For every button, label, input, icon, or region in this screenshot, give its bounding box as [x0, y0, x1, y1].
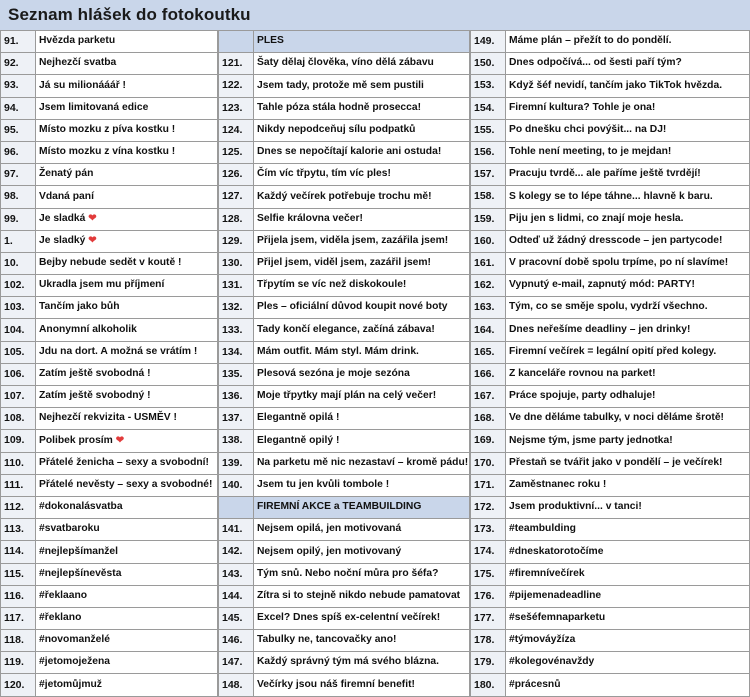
- row-number: 174.: [471, 541, 506, 563]
- row-text: Tohle není meeting, to je mejdan!: [506, 141, 750, 163]
- row-number: 126.: [219, 164, 254, 186]
- table-row: [1, 652, 218, 674]
- row-text: Dnes se nepočítají kalorie ani ostuda!: [254, 141, 470, 163]
- row-text: Každý správný tým má svého blázna.: [254, 652, 470, 674]
- table-row: [471, 607, 750, 629]
- table-row: [219, 474, 470, 496]
- row-number: 117.: [1, 607, 36, 629]
- table-row: [1, 341, 218, 363]
- row-number: 98.: [1, 186, 36, 208]
- row-number: 137.: [219, 408, 254, 430]
- row-text: Z kanceláře rovnou na parket!: [506, 363, 750, 385]
- table-row: [1, 452, 218, 474]
- row-number: 157.: [471, 164, 506, 186]
- table-right: [470, 30, 750, 697]
- table-row: [471, 75, 750, 97]
- row-text: Práce spojuje, party odhaluje!: [506, 386, 750, 408]
- table-row: [471, 452, 750, 474]
- row-number: 160.: [471, 230, 506, 252]
- row-text: Ples – oficiální důvod koupit nové boty: [254, 297, 470, 319]
- table-row: [471, 386, 750, 408]
- row-text: Tabulky ne, tancovačky ano!: [254, 630, 470, 652]
- row-number: 171.: [471, 474, 506, 496]
- table-row: [471, 541, 750, 563]
- row-number: 103.: [1, 297, 36, 319]
- table-row: [471, 97, 750, 119]
- row-text: #novomanželé: [36, 630, 218, 652]
- table-row: [471, 208, 750, 230]
- row-text: Zatím ještě svobodná !: [36, 363, 218, 385]
- table-row: [219, 252, 470, 274]
- table-row: [1, 275, 218, 297]
- row-number: 177.: [471, 607, 506, 629]
- row-text: #sešéfemnaparketu: [506, 607, 750, 629]
- table-left: [0, 30, 218, 697]
- row-number: 179.: [471, 652, 506, 674]
- row-text: Ukradla jsem mu příjmení: [36, 275, 218, 297]
- row-text: #teambulding: [506, 519, 750, 541]
- row-text: Odteď už žádný dresscode – jen partycode!: [506, 230, 750, 252]
- row-number: 159.: [471, 208, 506, 230]
- row-number: 118.: [1, 630, 36, 652]
- row-text: Mám outfit. Mám styl. Mám drink.: [254, 341, 470, 363]
- table-row: [1, 141, 218, 163]
- table-row: [1, 97, 218, 119]
- table-row: [1, 186, 218, 208]
- heart-icon: ❤: [88, 234, 97, 246]
- row-text: Piju jen s lidmi, co znají moje hesla.: [506, 208, 750, 230]
- row-text: Pracuju tvrdě... ale paříme ještě tvrdějí!: [506, 164, 750, 186]
- row-number: 134.: [219, 341, 254, 363]
- row-number: 109.: [1, 430, 36, 452]
- row-number: 164.: [471, 319, 506, 341]
- row-text: Místo mozku z píva kostku !: [36, 119, 218, 141]
- row-text: Na parketu mě nic nezastaví – kromě pádu!: [254, 452, 470, 474]
- row-text: #řeklaano: [36, 585, 218, 607]
- row-text: Elegantně opilá !: [254, 408, 470, 430]
- table-row: [471, 341, 750, 363]
- row-text: Po dnešku chci povýšit... na DJ!: [506, 119, 750, 141]
- row-text: #dneskatorotočíme: [506, 541, 750, 563]
- row-text: #prácesnů: [506, 674, 750, 696]
- row-number: 142.: [219, 541, 254, 563]
- table-row: [219, 53, 470, 75]
- row-number: 129.: [219, 230, 254, 252]
- table-row: [471, 31, 750, 53]
- table-row: [1, 563, 218, 585]
- row-text: #řeklano: [36, 607, 218, 629]
- table-row: [471, 474, 750, 496]
- row-text: Každý večírek potřebuje trochu mě!: [254, 186, 470, 208]
- row-number: 130.: [219, 252, 254, 274]
- row-text: Jdu na dort. A možná se vrátím !: [36, 341, 218, 363]
- table-row: [219, 519, 470, 541]
- columns-container: [0, 30, 750, 691]
- heart-icon: ❤: [115, 434, 125, 446]
- table-row: [471, 630, 750, 652]
- row-text: #svatbaroku: [36, 519, 218, 541]
- row-number: 139.: [219, 452, 254, 474]
- row-text: Selfie královna večer!: [254, 208, 470, 230]
- table-row: [471, 563, 750, 585]
- row-number: [219, 31, 254, 53]
- table-row: [219, 607, 470, 629]
- row-number: 97.: [1, 164, 36, 186]
- row-text: Přijel jsem, viděl jsem, zazářil jsem!: [254, 252, 470, 274]
- row-text: Večírky jsou náš firemní benefit!: [254, 674, 470, 696]
- row-number: 146.: [219, 630, 254, 652]
- table-row: [471, 275, 750, 297]
- row-number: 165.: [471, 341, 506, 363]
- row-number: 154.: [471, 97, 506, 119]
- row-text: Jsem tu jen kvůli tombole !: [254, 474, 470, 496]
- row-number: 132.: [219, 297, 254, 319]
- table-row: [1, 541, 218, 563]
- row-text: Třpytím se víc než diskokoule!: [254, 275, 470, 297]
- row-number: 158.: [471, 186, 506, 208]
- table-row: [1, 119, 218, 141]
- row-number: 175.: [471, 563, 506, 585]
- section-header-row: [219, 496, 470, 518]
- row-number: 10.: [1, 252, 36, 274]
- table-row: [471, 408, 750, 430]
- row-number: 124.: [219, 119, 254, 141]
- table-row: [219, 630, 470, 652]
- table-row: [219, 363, 470, 385]
- table-row: [1, 630, 218, 652]
- table-row: [219, 186, 470, 208]
- table-row: [219, 674, 470, 696]
- row-text: Já su milionááář !: [36, 75, 218, 97]
- row-number: 178.: [471, 630, 506, 652]
- table-row: [219, 75, 470, 97]
- page-title: Seznam hlášek do fotokoutku: [8, 5, 251, 24]
- table-row: [1, 408, 218, 430]
- row-text: Bejby nebude sedět v koutě !: [36, 252, 218, 274]
- row-text: Místo mozku z vína kostku !: [36, 141, 218, 163]
- row-text: Tančím jako bůh: [36, 297, 218, 319]
- row-number: 172.: [471, 496, 506, 518]
- row-number: 166.: [471, 363, 506, 385]
- row-number: 121.: [219, 53, 254, 75]
- row-number: 125.: [219, 141, 254, 163]
- row-text: Polibek prosím ❤: [36, 430, 218, 452]
- row-number: 161.: [471, 252, 506, 274]
- table-row: [1, 474, 218, 496]
- row-number: 112.: [1, 496, 36, 518]
- column-left: [0, 30, 218, 691]
- row-number: 114.: [1, 541, 36, 563]
- row-number: 1.: [1, 230, 36, 252]
- row-number: 96.: [1, 141, 36, 163]
- table-row: [471, 53, 750, 75]
- row-text: Anonymní alkoholik: [36, 319, 218, 341]
- row-text: Máme plán – přežít to do pondělí.: [506, 31, 750, 53]
- column-right: [470, 30, 750, 691]
- table-row: [1, 386, 218, 408]
- table-row: [219, 452, 470, 474]
- row-number: 176.: [471, 585, 506, 607]
- row-text: Nejsme tým, jsme party jednotka!: [506, 430, 750, 452]
- row-number: 123.: [219, 97, 254, 119]
- table-row: [1, 519, 218, 541]
- row-number: 136.: [219, 386, 254, 408]
- row-text: Dnes neřešíme deadliny – jen drinky!: [506, 319, 750, 341]
- row-number: 167.: [471, 386, 506, 408]
- row-number: 150.: [471, 53, 506, 75]
- table-row: [219, 119, 470, 141]
- heart-icon: ❤: [88, 212, 97, 224]
- table-row: [1, 297, 218, 319]
- row-number: [219, 496, 254, 518]
- row-number: 169.: [471, 430, 506, 452]
- row-number: 135.: [219, 363, 254, 385]
- table-row: [471, 252, 750, 274]
- row-text: Přijela jsem, viděla jsem, zazářila jsem!: [254, 230, 470, 252]
- row-number: 147.: [219, 652, 254, 674]
- row-text: Nikdy nepodceňuj sílu podpatků: [254, 119, 470, 141]
- row-text: Když šéf nevidí, tančím jako TikTok hvězda.: [506, 75, 750, 97]
- table-row: [1, 230, 218, 252]
- row-text: #jetomoježena: [36, 652, 218, 674]
- row-number: 107.: [1, 386, 36, 408]
- row-number: 170.: [471, 452, 506, 474]
- row-number: 127.: [219, 186, 254, 208]
- row-text: #kolegovénavždy: [506, 652, 750, 674]
- table-row: [1, 496, 218, 518]
- table-row: [219, 275, 470, 297]
- row-number: 140.: [219, 474, 254, 496]
- table-row: [1, 53, 218, 75]
- row-number: 106.: [1, 363, 36, 385]
- table-row: [471, 674, 750, 696]
- row-number: 104.: [1, 319, 36, 341]
- table-row: [471, 164, 750, 186]
- row-number: 133.: [219, 319, 254, 341]
- row-number: 92.: [1, 53, 36, 75]
- row-number: 163.: [471, 297, 506, 319]
- row-number: 95.: [1, 119, 36, 141]
- table-row: [219, 341, 470, 363]
- row-number: 148.: [219, 674, 254, 696]
- row-text: Vdaná paní: [36, 186, 218, 208]
- row-text: Zítra si to stejně nikdo nebude pamatovat: [254, 585, 470, 607]
- row-text: Šaty dělaj člověka, víno dělá zábavu: [254, 53, 470, 75]
- row-number: 122.: [219, 75, 254, 97]
- table-row: [219, 208, 470, 230]
- table-row: [219, 141, 470, 163]
- row-text: Jsem tady, protože mě sem pustili: [254, 75, 470, 97]
- row-number: 113.: [1, 519, 36, 541]
- row-text: Firemní večírek = legální opití před kolegy.: [506, 341, 750, 363]
- row-text: #firemnívečírek: [506, 563, 750, 585]
- row-number: 143.: [219, 563, 254, 585]
- row-text: Jsem limitovaná edice: [36, 97, 218, 119]
- row-text: Tahle póza stála hodně prosecca!: [254, 97, 470, 119]
- row-text: Je sladká ❤: [36, 208, 218, 230]
- table-row: [219, 430, 470, 452]
- row-text: Čím víc třpytu, tím víc ples!: [254, 164, 470, 186]
- table-row: [471, 186, 750, 208]
- table-row: [471, 230, 750, 252]
- row-number: 128.: [219, 208, 254, 230]
- row-number: 110.: [1, 452, 36, 474]
- row-text: Nejhezčí rekvizita - USMĚV !: [36, 408, 218, 430]
- row-number: 141.: [219, 519, 254, 541]
- row-text: Zaměstnanec roku !: [506, 474, 750, 496]
- row-number: 102.: [1, 275, 36, 297]
- row-text: Přátelé nevěsty – sexy a svobodné!: [36, 474, 218, 496]
- row-number: 138.: [219, 430, 254, 452]
- table-row: [1, 75, 218, 97]
- table-row: [219, 386, 470, 408]
- table-row: [471, 119, 750, 141]
- row-text: Přestaň se tvářit jako v pondělí – je večírek!: [506, 452, 750, 474]
- row-number: 105.: [1, 341, 36, 363]
- row-number: 144.: [219, 585, 254, 607]
- row-number: 168.: [471, 408, 506, 430]
- section-header-row: [219, 31, 470, 53]
- table-row: [1, 164, 218, 186]
- section-label: FIREMNÍ AKCE a TEAMBUILDING: [254, 496, 470, 518]
- table-row: [1, 31, 218, 53]
- table-row: [1, 363, 218, 385]
- table-row: [1, 430, 218, 452]
- table-row: [219, 585, 470, 607]
- row-text: Ženatý pán: [36, 164, 218, 186]
- row-text: Jsem produktivní... v tanci!: [506, 496, 750, 518]
- table-row: [471, 652, 750, 674]
- row-text: Dnes odpočívá... od šesti paří tým?: [506, 53, 750, 75]
- table-row: [1, 208, 218, 230]
- row-number: 153.: [471, 75, 506, 97]
- row-text: Firemní kultura? Tohle je ona!: [506, 97, 750, 119]
- table-row: [219, 563, 470, 585]
- table-row: [219, 97, 470, 119]
- row-text: Nejsem opilý, jen motivovaný: [254, 541, 470, 563]
- row-number: 119.: [1, 652, 36, 674]
- table-row: [219, 297, 470, 319]
- table-row: [471, 363, 750, 385]
- row-number: 162.: [471, 275, 506, 297]
- section-label: PLES: [254, 31, 470, 53]
- row-number: 115.: [1, 563, 36, 585]
- table-middle: [218, 30, 470, 697]
- table-row: [1, 252, 218, 274]
- row-number: 149.: [471, 31, 506, 53]
- row-text: Nejhezčí svatba: [36, 53, 218, 75]
- table-row: [471, 319, 750, 341]
- row-number: 173.: [471, 519, 506, 541]
- table-row: [471, 585, 750, 607]
- row-text: Plesová sezóna je moje sezóna: [254, 363, 470, 385]
- row-number: 91.: [1, 31, 36, 53]
- row-number: 116.: [1, 585, 36, 607]
- row-text: Vypnutý e-mail, zapnutý mód: PARTY!: [506, 275, 750, 297]
- row-text: Ve dne děláme tabulky, v noci děláme šrotě!: [506, 408, 750, 430]
- column-middle: [218, 30, 470, 691]
- table-row: [1, 319, 218, 341]
- table-row: [471, 519, 750, 541]
- row-text: #nejlepšímanžel: [36, 541, 218, 563]
- row-number: 93.: [1, 75, 36, 97]
- row-text: #dokonalásvatba: [36, 496, 218, 518]
- row-text: S kolegy se to lépe táhne... hlavně k baru.: [506, 186, 750, 208]
- page-title-bar: [0, 0, 750, 30]
- row-text: Tým, co se směje spolu, vydrží všechno.: [506, 297, 750, 319]
- row-number: 156.: [471, 141, 506, 163]
- row-text: Je sladký ❤: [36, 230, 218, 252]
- row-number: 120.: [1, 674, 36, 696]
- row-number: 111.: [1, 474, 36, 496]
- table-row: [1, 585, 218, 607]
- table-row: [219, 319, 470, 341]
- table-row: [219, 408, 470, 430]
- row-number: 180.: [471, 674, 506, 696]
- row-number: 94.: [1, 97, 36, 119]
- table-row: [471, 297, 750, 319]
- row-text: #nejlepšínevěsta: [36, 563, 218, 585]
- table-row: [471, 496, 750, 518]
- row-number: 131.: [219, 275, 254, 297]
- table-row: [471, 141, 750, 163]
- row-text: #pijemenadeadline: [506, 585, 750, 607]
- table-row: [1, 674, 218, 696]
- row-number: 145.: [219, 607, 254, 629]
- row-text: Nejsem opilá, jen motivovaná: [254, 519, 470, 541]
- row-text: Moje třpytky mají plán na celý večer!: [254, 386, 470, 408]
- table-row: [219, 541, 470, 563]
- row-text: Excel? Dnes spíš ex-celentní večírek!: [254, 607, 470, 629]
- row-number: 108.: [1, 408, 36, 430]
- row-text: #týmováyžíza: [506, 630, 750, 652]
- row-text: Tým snů. Nebo noční můra pro šéfa?: [254, 563, 470, 585]
- row-text: Tady končí elegance, začíná zábava!: [254, 319, 470, 341]
- table-row: [219, 652, 470, 674]
- table-row: [471, 430, 750, 452]
- row-text: Hvězda parketu: [36, 31, 218, 53]
- row-text: Zatím ještě svobodný !: [36, 386, 218, 408]
- row-text: #jetomůjmuž: [36, 674, 218, 696]
- table-row: [219, 230, 470, 252]
- row-number: 99.: [1, 208, 36, 230]
- row-text: Elegantně opilý !: [254, 430, 470, 452]
- table-row: [219, 164, 470, 186]
- row-text: Přátelé ženicha – sexy a svobodní!: [36, 452, 218, 474]
- row-text: V pracovní době spolu trpíme, po ní slavíme!: [506, 252, 750, 274]
- row-number: 155.: [471, 119, 506, 141]
- table-row: [1, 607, 218, 629]
